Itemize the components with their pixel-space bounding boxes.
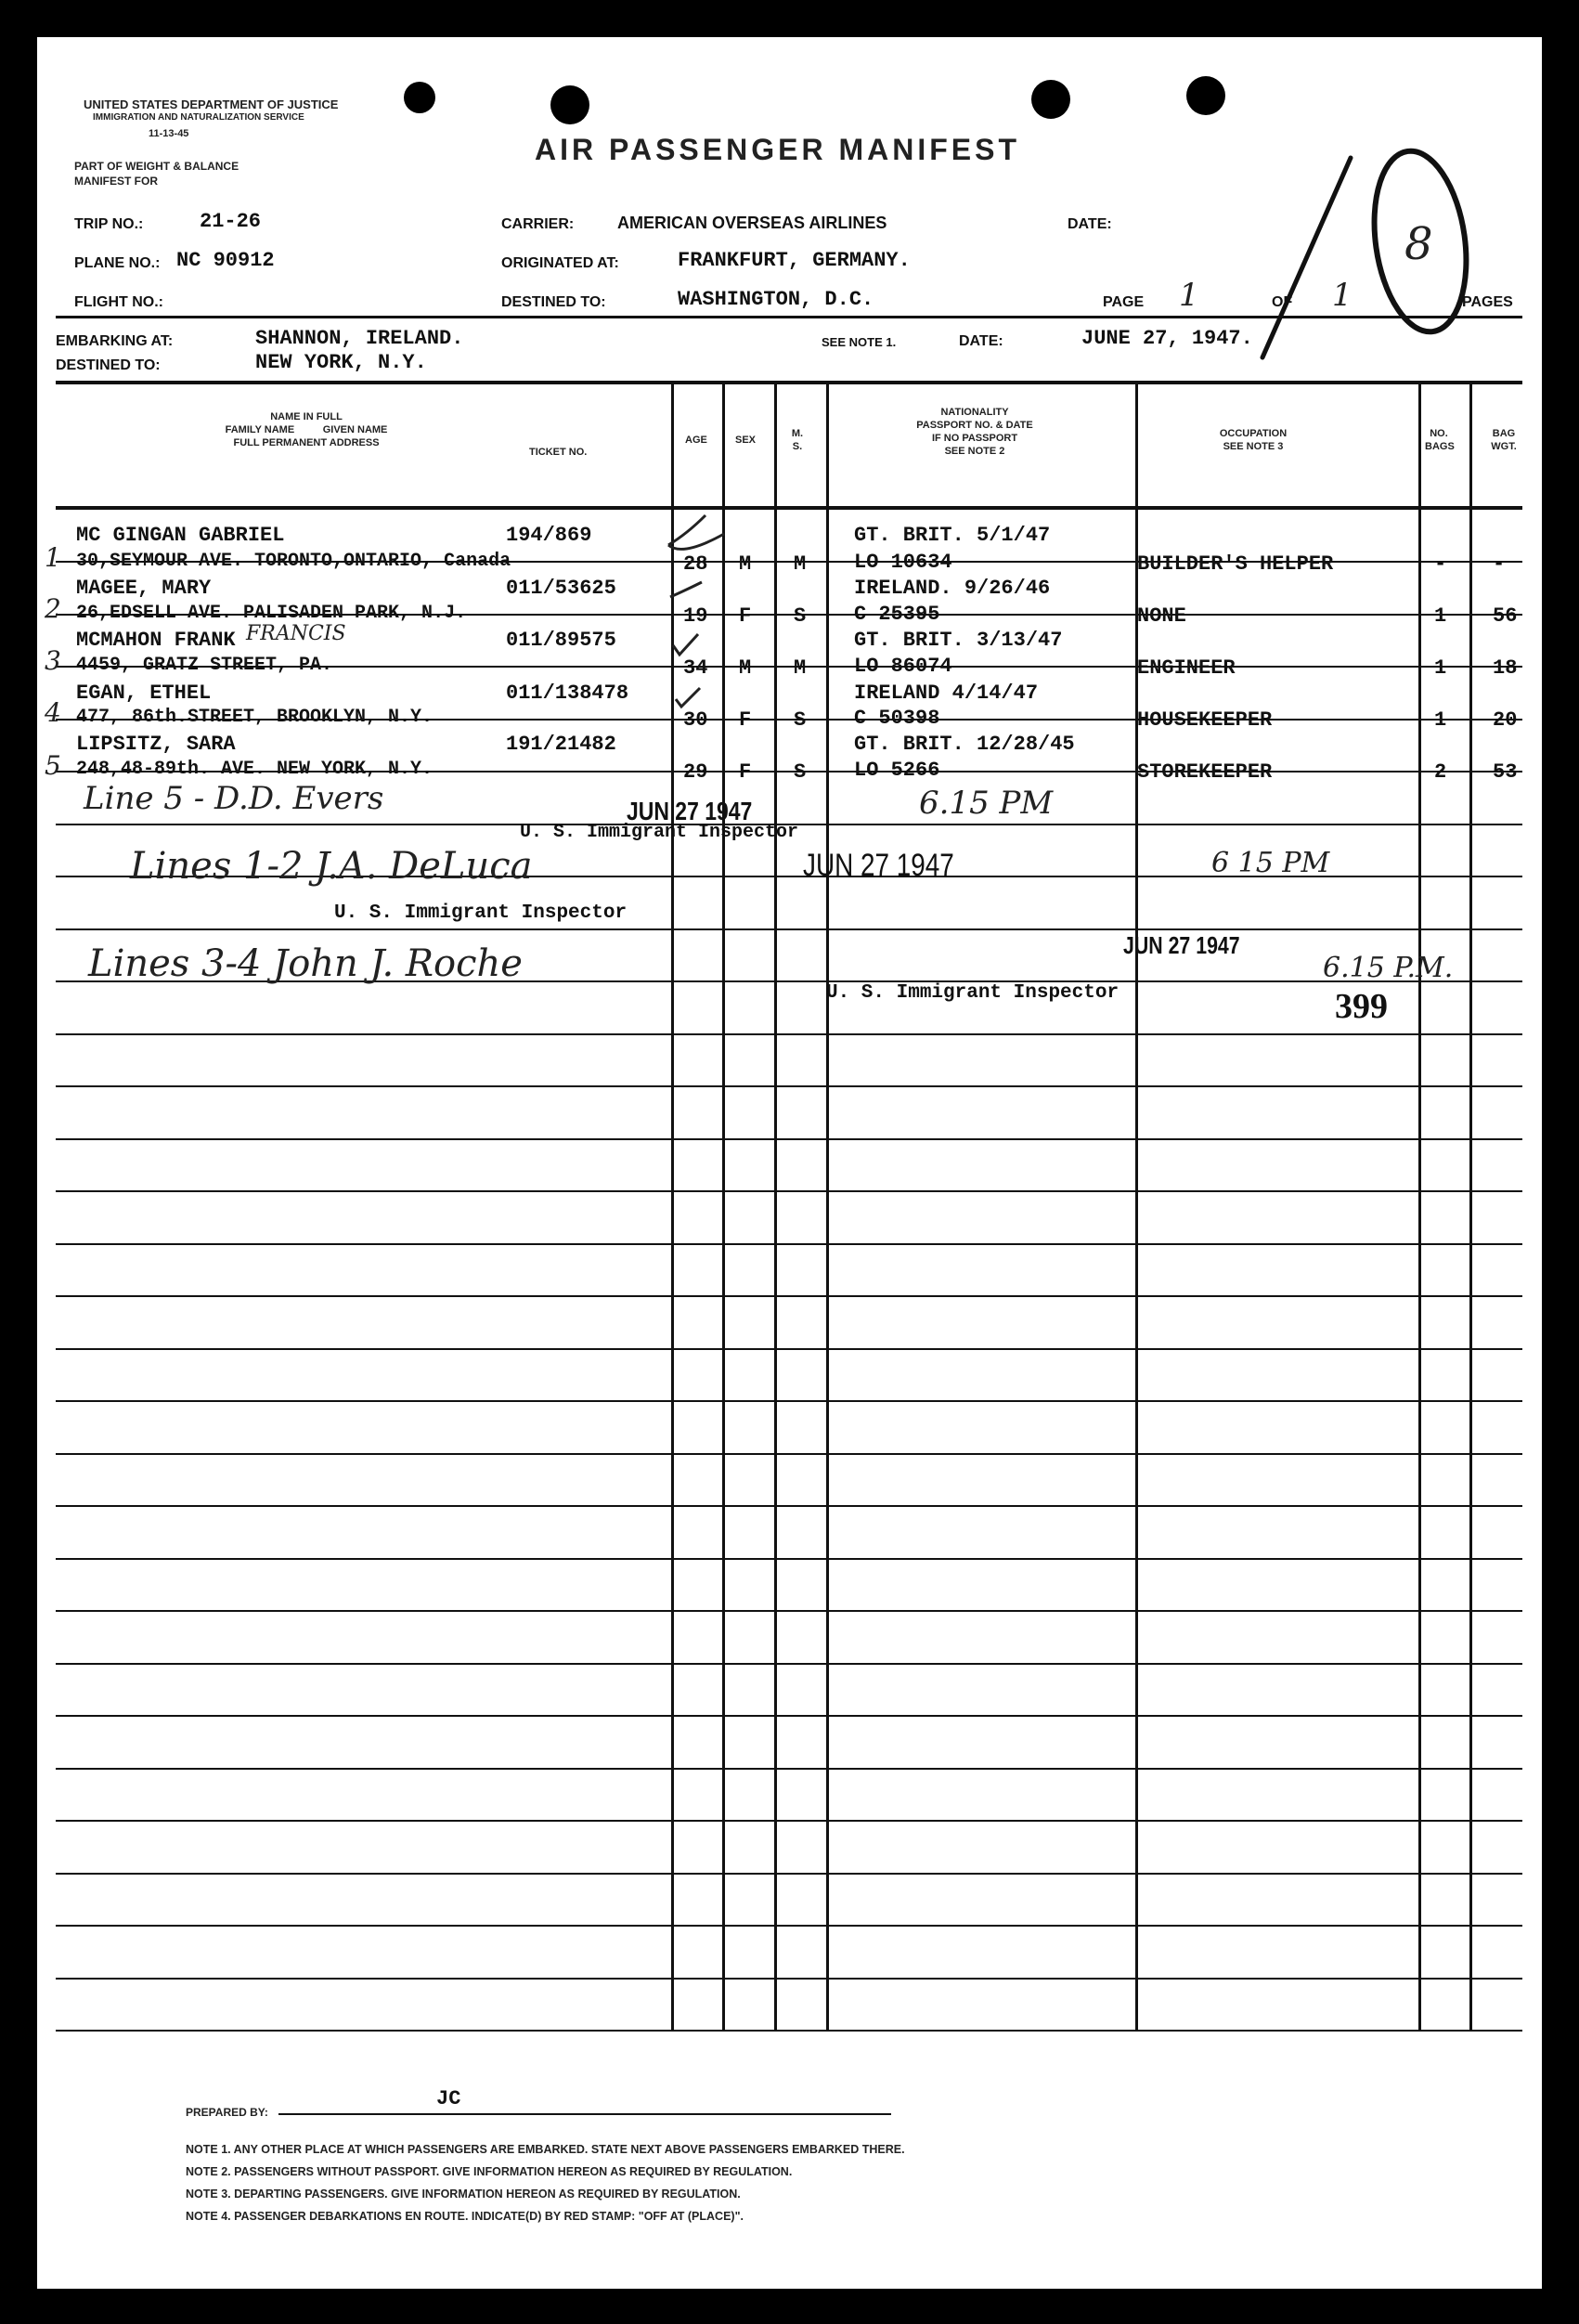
note-2: NOTE 2. PASSENGERS WITHOUT PASSPORT. GIVE INFORMATION HEREON AS REQUIRED BY REGULATION.: [186, 2165, 793, 2178]
passenger-bags: 1: [1434, 604, 1447, 628]
date2-value: JUNE 27, 1947.: [1081, 327, 1253, 350]
col-occ-line2: SEE NOTE 3: [1223, 441, 1284, 452]
passenger-name: LIPSITZ, SARA: [76, 733, 236, 756]
origin-value: FRANKFURT, GERMANY.: [678, 249, 911, 272]
page-title: AIR PASSENGER MANIFEST: [535, 133, 1020, 166]
ruled-line: [56, 1505, 1522, 1507]
col-ticket-header: TICKET NO.: [529, 447, 588, 458]
stamp-inspector-1: U. S. Immigrant Inspector: [520, 822, 799, 843]
line-number: 1: [45, 542, 61, 573]
passenger-ms: S: [794, 708, 807, 732]
stamp-date-1: JUN 27 1947: [627, 797, 753, 825]
passenger-address: 477, 86th.STREET, BROOKLYN, N.Y.: [76, 707, 434, 728]
passenger-ticket: 191/21482: [506, 733, 616, 756]
ruled-line: [56, 1190, 1522, 1192]
col-occ-line1: OCCUPATION: [1219, 428, 1288, 439]
passenger-address: 30,SEYMOUR AVE. TORONTO,ONTARIO, Canada: [76, 551, 511, 572]
punch-hole: [550, 85, 589, 124]
embark-value: SHANNON, IRELAND.: [255, 327, 464, 350]
ruled-line: [56, 2030, 1522, 2032]
ruled-line: [56, 1768, 1522, 1770]
passenger-occupation: NONE: [1137, 604, 1186, 628]
prepared-by-label: PREPARED BY:: [186, 2106, 268, 2119]
passenger-nationality: GT. BRIT. 3/13/47: [854, 629, 1063, 652]
of-value: 1: [1332, 277, 1353, 314]
ruled-line: [56, 928, 1522, 930]
note-4: NOTE 4. PASSENGER DEBARKATIONS EN ROUTE. INDICATE(D) BY RED STAMP: "OFF AT (PLACE)".: [186, 2210, 744, 2223]
col-name-line3: FULL PERMANENT ADDRESS: [233, 437, 380, 448]
col-nat-line3: IF NO PASSPORT: [931, 433, 1018, 444]
embark-label: EMBARKING AT:: [56, 333, 174, 349]
ruled-line: [56, 1348, 1522, 1350]
note-3: NOTE 3. DEPARTING PASSENGERS. GIVE INFORMATION HEREON AS REQUIRED BY REGULATION.: [186, 2188, 741, 2201]
passenger-name: EGAN, ETHEL: [76, 682, 212, 705]
passenger-address: 4459, GRATZ STREET, PA.: [76, 655, 333, 676]
ruled-line: [56, 1243, 1522, 1245]
passenger-address: 248,48-89th. AVE. NEW YORK, N.Y.: [76, 759, 434, 780]
header-rule: [56, 316, 1522, 318]
page-value: 1: [1179, 277, 1199, 314]
flight-label: FLIGHT NO.:: [74, 294, 163, 310]
col-name-line1: NAME IN FULL: [270, 411, 343, 422]
col-name-header: [195, 410, 418, 449]
passenger-bag-weight: 20: [1493, 708, 1518, 732]
passenger-occupation: STOREKEEPER: [1137, 760, 1273, 784]
date-label: DATE:: [1068, 216, 1112, 232]
handwritten-time-1: 6.15 PM: [919, 785, 1054, 822]
ruled-line: [56, 1138, 1522, 1140]
col-wgt-header: [1490, 427, 1518, 453]
col-bags-line1: NO.: [1430, 428, 1448, 439]
passenger-bag-weight: -: [1493, 552, 1506, 576]
passenger-sex: M: [739, 552, 752, 576]
ruled-line: [56, 1925, 1522, 1927]
date2-label: DATE:: [959, 333, 1003, 349]
passenger-bag-weight: 53: [1493, 760, 1518, 784]
line-number: 3: [45, 645, 61, 676]
handwritten-time-3: 6.15 P.M.: [1323, 952, 1454, 984]
col-bags-header: [1425, 427, 1453, 453]
punch-hole: [1031, 80, 1070, 119]
passenger-name: MCMAHON FRANK: [76, 629, 236, 652]
passenger-bags: 1: [1434, 656, 1447, 680]
ruled-line: [56, 1715, 1522, 1717]
passenger-passport: C 50398: [854, 707, 940, 730]
col-occupation-header: [1188, 427, 1318, 453]
passenger-sex: F: [739, 760, 752, 784]
ruled-line: [56, 1295, 1522, 1297]
punch-hole: [1186, 76, 1225, 115]
divider-nationality-occupation: [1135, 383, 1138, 2031]
trip-value: 21-26: [200, 210, 262, 233]
passenger-ms: S: [794, 604, 807, 628]
pages-label: PAGES: [1462, 294, 1513, 310]
trip-label: TRIP NO.:: [74, 216, 144, 232]
passenger-age: 30: [683, 708, 708, 732]
col-nat-line2: PASSPORT NO. & DATE: [916, 420, 1033, 431]
col-sex-header: SEX: [735, 435, 757, 446]
ruled-line: [56, 1400, 1522, 1402]
passenger-name: MAGEE, MARY: [76, 577, 212, 600]
col-wgt-line2: WGT.: [1491, 441, 1517, 452]
passenger-nationality: GT. BRIT. 12/28/45: [854, 733, 1075, 756]
divider-sex-ms: [774, 383, 777, 2031]
passenger-occupation: ENGINEER: [1137, 656, 1236, 680]
passenger-ms: S: [794, 760, 807, 784]
passenger-passport: C 25395: [854, 603, 940, 626]
destined-value: NEW YORK, N.Y.: [255, 351, 427, 374]
manifest-sheet: [37, 37, 1542, 2289]
col-nat-line4: SEE NOTE 2: [944, 446, 1005, 457]
line-number: 4: [45, 697, 61, 728]
passenger-bag-weight: 56: [1493, 604, 1518, 628]
plane-value: NC 90912: [176, 249, 275, 272]
divider-occupation-bags: [1418, 383, 1421, 2031]
passenger-ticket: 011/53625: [506, 577, 616, 600]
note-1: NOTE 1. ANY OTHER PLACE AT WHICH PASSENGERS ARE EMBARKED. STATE NEXT ABOVE PASSENGERS EMBARKED THERE.: [186, 2143, 905, 2156]
col-bags-line2: BAGS: [1425, 441, 1455, 452]
passenger-occupation: BUILDER'S HELPER: [1137, 552, 1334, 576]
page-label: PAGE: [1103, 294, 1145, 310]
passenger-passport: LO 10634: [854, 551, 952, 574]
ruled-line: [56, 1033, 1522, 1035]
ruled-line: [56, 1453, 1522, 1455]
stamp-inspector-3: U. S. Immigrant Inspector: [826, 982, 1120, 1004]
passenger-nationality: GT. BRIT. 5/1/47: [854, 524, 1051, 547]
passenger-passport: LO 5266: [854, 759, 940, 782]
weight-note-1: PART OF WEIGHT & BALANCE: [74, 160, 239, 173]
passenger-name: MC GINGAN GABRIEL: [76, 524, 285, 547]
passenger-age: 28: [683, 552, 708, 576]
passenger-passport: LO 86074: [854, 655, 952, 678]
line-number: 2: [45, 593, 61, 624]
passenger-age: 34: [683, 656, 708, 680]
stamp-date-2: JUN 27 1947: [803, 848, 954, 883]
handwritten-line5-inspector: Line 5 - D.D. Evers: [84, 780, 384, 817]
passenger-ticket: 011/89575: [506, 629, 616, 652]
ruled-line: [56, 1820, 1522, 1822]
carrier-value: AMERICAN OVERSEAS AIRLINES: [617, 214, 887, 232]
col-ms-header: M. S.: [791, 428, 804, 452]
col-name-line2: FAMILY NAME GIVEN NAME: [225, 424, 388, 435]
agency-line-2: IMMIGRATION AND NATURALIZATION SERVICE: [93, 112, 304, 123]
column-header-rule: [56, 506, 1522, 510]
ruled-line: [56, 1663, 1522, 1665]
divider-ms-nationality: [826, 383, 829, 2031]
passenger-age: 29: [683, 760, 708, 784]
prepared-by-value: JC: [436, 2087, 461, 2110]
handwritten-time-2: 6 15 PM: [1211, 847, 1330, 879]
ruled-line: [56, 1558, 1522, 1560]
passenger-ticket: 194/869: [506, 524, 592, 547]
check-marks: [631, 506, 743, 785]
stamp-inspector-2: U. S. Immigrant Inspector: [334, 902, 628, 924]
plane-label: PLANE NO.:: [74, 255, 161, 271]
line-number: 5: [45, 750, 61, 781]
punch-hole: [404, 82, 435, 113]
stamp-date-3: JUN 27 1947: [1123, 931, 1240, 959]
handwritten-lines1-2-inspector: Lines 1-2 J.A. DeLuca: [130, 845, 533, 888]
handwritten-lines3-4-inspector: Lines 3-4 John J. Roche: [88, 942, 523, 985]
col-nationality-header: [882, 406, 1068, 458]
passenger-address: 26,EDSELL AVE. PALISADEN PARK, N.J.: [76, 603, 467, 624]
passenger-sex: F: [739, 708, 752, 732]
destined-label: DESTINED TO:: [56, 357, 161, 373]
handwritten-circle-mark: [1216, 130, 1522, 381]
see-note-1: SEE NOTE 1.: [822, 335, 897, 349]
passenger-ms: M: [794, 656, 807, 680]
passenger-sex: M: [739, 656, 752, 680]
passenger-bag-weight: 18: [1493, 656, 1518, 680]
ruled-line: [56, 1085, 1522, 1087]
passenger-occupation: HOUSEKEEPER: [1137, 708, 1273, 732]
dest-label: DESTINED TO:: [501, 294, 606, 310]
passenger-ms: M: [794, 552, 807, 576]
ruled-line: [56, 1873, 1522, 1875]
agency-line-1: UNITED STATES DEPARTMENT OF JUSTICE: [84, 97, 339, 111]
dest-value: WASHINGTON, D.C.: [678, 288, 874, 311]
passenger-bags: 2: [1434, 760, 1447, 784]
prepared-by-line: [278, 2113, 891, 2115]
circled-number: 8: [1404, 218, 1433, 270]
passenger-name-handwritten: FRANCIS: [246, 622, 346, 645]
passenger-bags: 1: [1434, 708, 1447, 732]
table-top-rule: [56, 381, 1522, 384]
col-wgt-line1: BAG: [1492, 428, 1516, 439]
origin-label: ORIGINATED AT:: [501, 255, 619, 271]
weight-note-2: MANIFEST FOR: [74, 175, 158, 188]
passenger-ticket: 011/138478: [506, 682, 629, 705]
form-number: 11-13-45: [149, 128, 189, 139]
stamp-number: 399: [1335, 987, 1388, 1026]
ruled-line: [56, 1610, 1522, 1612]
carrier-label: CARRIER:: [501, 216, 575, 232]
col-nat-line1: NATIONALITY: [940, 407, 1009, 418]
passenger-nationality: IRELAND. 9/26/46: [854, 577, 1051, 600]
divider-bags-wgt: [1469, 383, 1472, 2031]
ruled-line: [56, 1978, 1522, 1980]
passenger-age: 19: [683, 604, 708, 628]
col-age-header: AGE: [685, 435, 707, 446]
of-label: OF: [1272, 294, 1293, 310]
passenger-sex: F: [739, 604, 752, 628]
passenger-nationality: IRELAND 4/14/47: [854, 682, 1039, 705]
passenger-bags: -: [1434, 552, 1447, 576]
